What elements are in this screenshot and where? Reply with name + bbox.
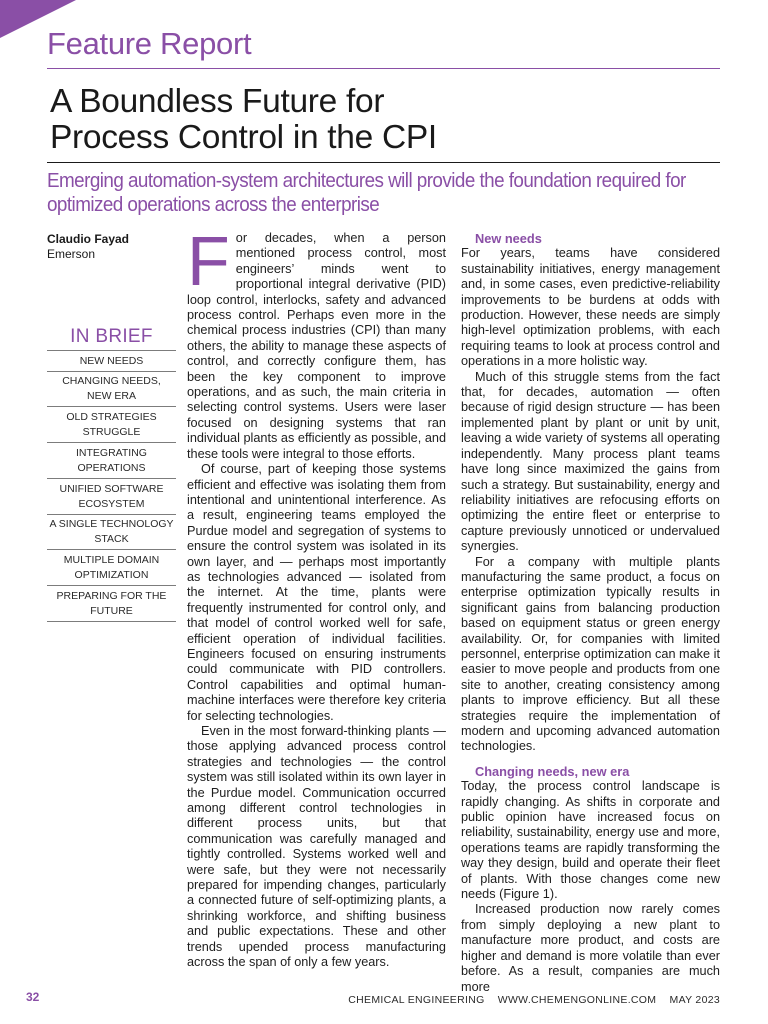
- footer-publication: CHEMICAL ENGINEERING: [348, 994, 485, 1006]
- in-brief-item: INTEGRATING OPERATIONS: [47, 443, 176, 479]
- author-affiliation: Emerson: [47, 247, 96, 261]
- body-paragraph: Of course, part of keeping those systems efficient and effective was isolating them from intentional and unintentional interference. As a result, engineering teams employed the Purdue model and segregation of systems to ensure the control system was isolated in its own layer, and — perhaps most importantly as technologies advanced — isolated from the internet. At the time, plants were frequently instrumented for control only, and that model of control worked well for safe, efficient operation of individual facilities. Engineers focused on ensuring instruments could communicate with PID controllers. Control capabilities and optimal human-machine interfaces were therefore key criteria for selecting technologies.: [187, 462, 446, 723]
- in-brief-item: PREPARING FOR THE FUTURE: [47, 586, 176, 622]
- headline-rule: [47, 162, 720, 163]
- in-brief-title: IN BRIEF: [47, 326, 176, 351]
- footer-date: MAY 2023: [669, 994, 720, 1006]
- body-paragraph: For years, teams have considered sustainability initiatives, energy management and, in some cases, even predictive-reliability improvements to be burdens at odds with production. However, these needs are simply high-level optimization problems, with each requiring teams to look at process control and operations in a more holistic way.: [461, 246, 720, 369]
- body-paragraph: Today, the process control landscape is rapidly changing. As shifts in corporate and public opinion have increased focus on reliability, sustainability, energy use and more, operations teams are rapidly transforming the way they design, build and operate their fleet of plants. With those changes come new needs (Figure 1).: [461, 779, 720, 902]
- in-brief-item: UNIFIED SOFTWARE ECOSYSTEM: [47, 479, 176, 515]
- in-brief-box: [47, 326, 176, 622]
- body-paragraph: Much of this struggle stems from the fact that, for decades, automation — often because of rigid design structure — has been implemented plant by plant or unit by unit, leaving a wide variety of systems all operating independently. Many process plant teams have long since maximized the gains from such a strategy. But sustainability, energy and reliability initiatives are refocusing efforts on optimizing the entire fleet or enterprise to capture previously unnoticed or undervalued synergies.: [461, 369, 720, 554]
- deck-line-1: Emerging automation-system architectures will provide the foundation required for: [47, 169, 686, 192]
- page-number: 32: [26, 990, 40, 1004]
- subhead-changing-needs: Changing needs, new era: [475, 763, 630, 779]
- body-paragraph: Even in the most forward-thinking plants — those applying advanced process control strategies and technologies — the control system was still isolated within its own layer in the Purdue model. Communication occurred among different control technologies in different process units, but that communication was carefully managed and tightly controlled. Systems worked well and were safe, but they were not necessarily prepared for impending changes, particularly a connected future of self-optimizing plants, a shrinking workforce, and shifting business and public expectations. These and other trends upended process manufacturing across the span of only a few years.: [187, 724, 446, 970]
- headline-line-2: Process Control in the CPI: [50, 119, 437, 156]
- section-gap: [461, 755, 720, 764]
- in-brief-item: CHANGING NEEDS, NEW ERA: [47, 372, 176, 407]
- body-column-1: [187, 222, 446, 971]
- body-paragraph: For a company with multiple plants manufacturing the same product, a focus on enterprise optimization typically results in significant gains from balancing production based on equipment status or green energy availability. Or, for companies with limited personnel, enterprise optimization can make it easier to move people and products from one site to another, creating consistency among plants to improve efficiency. But all these strategies require the implementation of modern and upcoming advanced automation technologies.: [461, 554, 720, 754]
- in-brief-item: NEW NEEDS: [47, 351, 176, 372]
- in-brief-item: MULTIPLE DOMAIN OPTIMIZATION: [47, 550, 176, 586]
- body-column-2: [461, 231, 720, 995]
- author-name: Claudio Fayad: [47, 232, 130, 246]
- footer-info: [338, 994, 720, 1006]
- in-brief-item: A SINGLE TECHNOLOGY STACK: [47, 515, 176, 550]
- section-label: Feature Report: [47, 26, 252, 61]
- article-deck: [47, 169, 728, 216]
- subhead-new-needs: New needs: [475, 231, 542, 246]
- footer-website: WWW.CHEMENGONLINE.COM: [497, 994, 657, 1006]
- drop-cap: F: [187, 222, 230, 300]
- header-rule: [47, 68, 720, 69]
- deck-line-2: optimized operations across the enterprise: [47, 192, 380, 216]
- body-paragraph: Increased production now rarely comes from simply deploying a new plant to manufacture more product, and costs are higher and demand is more volatile than ever before. As a result, companies are much more: [461, 902, 720, 994]
- in-brief-item: OLD STRATEGIES STRUGGLE: [47, 407, 176, 443]
- body-paragraph: or decades, when a person mentioned process control, most engineers’ minds went to proportional integral derivative (PID) loop control, interlocks, safety and advanced process control. Perhaps even more in the chemical process industries (CPI) than many others, the ability to manage these aspects of control, and correctly configure them, has been the key component to improve operations, and as such, the main criteria in selecting control systems. Users were laser focused on designing systems that ran individual plants as efficiently as possible, and these tools were integral to those efforts.: [187, 231, 446, 461]
- article-headline: [50, 84, 720, 156]
- headline-line-1: A Boundless Future for: [50, 83, 385, 120]
